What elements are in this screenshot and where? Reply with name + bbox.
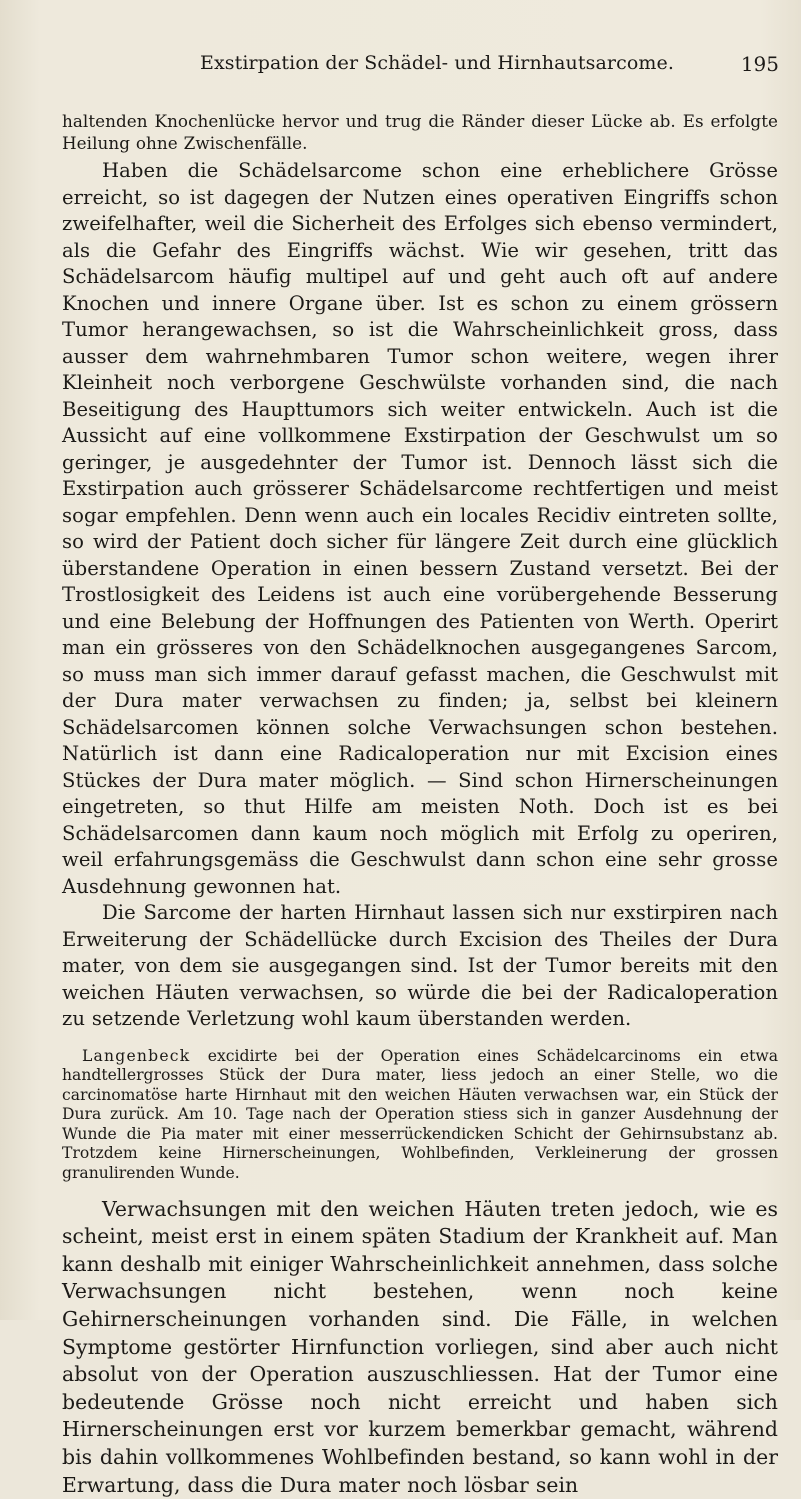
paragraph-adhesions: Verwachsungen mit den weichen Häuten treten jedoch, wie es scheint, meist erst in einem späten Stadium der Krankheit auf. Man kann deshalb mit einiger Wahrscheinlichkeit annehmen, dass solche Verwachsungen nicht bestehen, wenn noch keine Gehirnerscheinungen vorhanden sind. Die Fälle, in welchen Symptome gestörter Hirnfunction vorliegen, sind aber auch nicht absolut von der Operation auszuschliessen. Hat der Tumor eine bedeutende Grösse noch nicht erreicht und haben sich Hirnerscheinungen erst vor kurzem bemerkbar gemacht, während bis dahin vollkommenes Wohlbefinden bestand, so kann wohl in der Erwartung, dass die Dura mater noch lösbar sein [62,1196,778,1497]
paragraph-continuation: haltenden Knochenlücke hervor und trug die Ränder dieser Lücke ab. Es erfolgte Heilung ohne Zwischenfälle. [62,111,778,153]
paragraph-large-sarcomas: Haben die Schädelsarcome schon eine erheblichere Grösse erreicht, so ist dagegen der Nutzen eines operativen Eingriffs schon zweifelhafter, weil die Sicherheit des Erfolges sich ebenso vermindert, als die Gefahr des Eingriffs wächst. Wie wir gesehen, tritt das Schädelsarcom häufig multipel auf und geht auch oft auf andere Knochen und innere Organe über. Ist es schon zu einem grössern Tumor herangewachsen, so ist die Wahrscheinlichkeit gross, dass ausser dem wahrnehmbaren Tumor schon weitere, wegen ihrer Kleinheit noch verborgene Geschwülste vorhanden sind, die nach Beseitigung des Haupttumors sich weiter entwickeln. Auch ist die Aussicht auf eine vollkommene Exstirpation der Geschwulst um so geringer, je ausgedehnter der Tumor ist. Dennoch lässt sich die Exstirpation auch grösserer Schädelsarcome rechtfertigen und meist sogar empfehlen. Denn wenn auch ein locales Recidiv eintreten sollte, so wird der Patient doch sicher für längere Zeit durch eine glücklich überstandene Operation in einen bessern Zustand versetzt. Bei der Trostlosigkeit des Leidens ist auch eine vorübergehende Besserung und eine Belebung der Hoffnungen des Patienten von Werth. Operirt man ein grösseres von den Schädelknochen ausgegangenes Sarcom, so muss man sich immer darauf gefasst machen, die Geschwulst mit der Dura mater verwachsen zu finden; ja, selbst bei kleinern Schädelsarcomen können solche Verwachsungen schon bestehen. Natürlich ist dann eine Radicaloperation nur mit Excision eines Stückes der Dura mater möglich. — Sind schon Hirnerscheinungen eingetreten, so thut Hilfe am meisten Noth. Doch ist es bei Schädelsarcomen dann kaum noch möglich mit Erfolg zu operiren, weil erfahrungsgemäss die Geschwulst dann schon eine sehr grosse Ausdehnung gewonnen hat. [62,159,778,898]
case-note-text: excidirte bei der Operation eines Schädelcarcinoms ein etwa handtellergrosses Stück der Dura mater, liess jedoch an einer Stelle, wo die carcinomatöse harte Hirnhaut mit den weichen Häuten verwachsen war, ein Stück der Dura zurück. Am 10. Tage nach der Operation stiess sich in ganzer Ausdehnung der Wunde die Pia mater mit einer messerrückendicken Schicht der Gehirnsubstanz ab. Trotzdem keine Hirnerscheinungen, Wohlbefinden, Verkleinerung der grossen granulirenden Wunde. [62,1046,778,1183]
page-header [170,52,779,82]
running-title: Exstirpation der Schädel- und Hirnhautsarcome. [200,52,674,74]
page-body [62,110,778,1499]
page-number: 195 [740,52,779,76]
case-note-author: Langenbeck [82,1046,191,1065]
paragraph-dura-sarcomas: Die Sarcome der harten Hirnhaut lassen sich nur exstirpiren nach Erweiterung der Schädellücke durch Excision des Theiles der Dura mater, von dem sie ausgegangen sind. Ist der Tumor bereits mit den weichen Häuten verwachsen, so würde die bei der Radicaloperation zu setzende Verletzung wohl kaum überstanden werden. [62,901,778,1030]
case-note [62,1047,778,1184]
